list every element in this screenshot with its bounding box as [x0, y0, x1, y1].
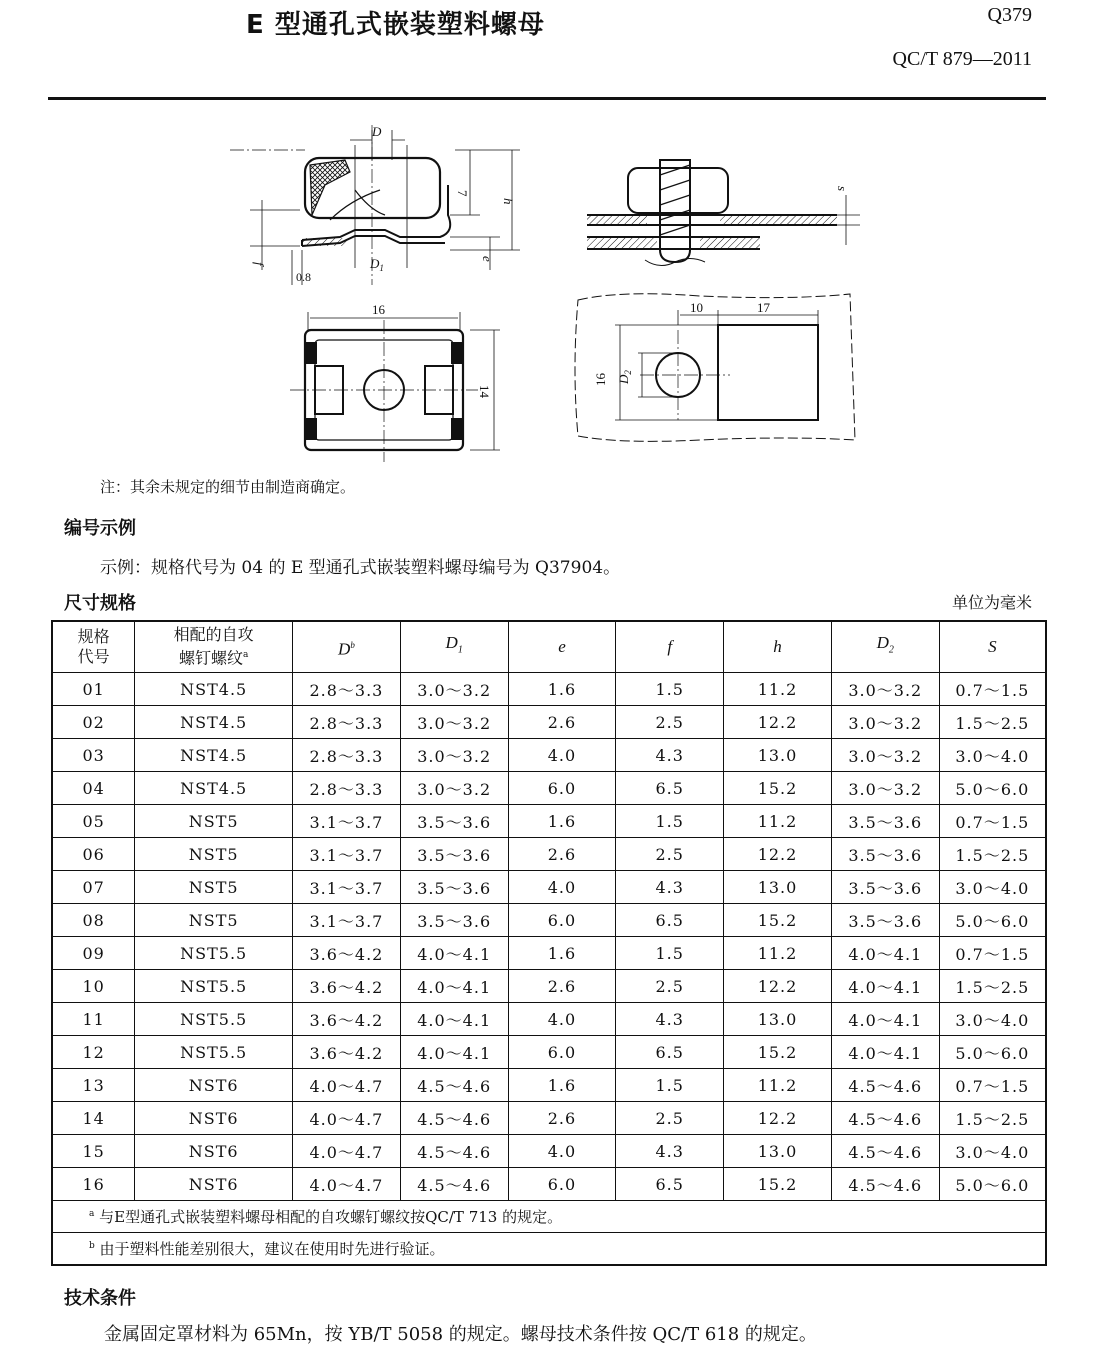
cell-D: 3.1～3.7: [293, 871, 401, 904]
cell-D: 2.8～3.3: [293, 706, 401, 739]
cell-h: 15.2: [724, 904, 832, 937]
header-f: f: [616, 621, 724, 673]
cell-f: 2.5: [616, 1102, 724, 1135]
table-row: [52, 1003, 1046, 1036]
cell-code: 13: [52, 1069, 135, 1102]
cell-D: 3.6～4.2: [293, 937, 401, 970]
table-row: [52, 673, 1046, 706]
cell-D: 4.0～4.7: [293, 1069, 401, 1102]
cell-D1: 4.5～4.6: [400, 1135, 508, 1168]
cell-D: 3.6～4.2: [293, 1036, 401, 1069]
cell-D: 3.6～4.2: [293, 970, 401, 1003]
cell-D1: 3.5～3.6: [400, 904, 508, 937]
cell-S: 0.7～1.5: [939, 673, 1046, 706]
cell-D: 4.0～4.7: [293, 1135, 401, 1168]
cell-thread: NST6: [135, 1168, 293, 1201]
cell-f: 4.3: [616, 871, 724, 904]
page-title: E 型通孔式嵌装塑料螺母: [246, 10, 545, 40]
cell-D: 3.6～4.2: [293, 1003, 401, 1036]
cell-h: 11.2: [724, 1069, 832, 1102]
panel-cutout-drawing: [575, 294, 855, 442]
cell-S: 3.0～4.0: [939, 871, 1046, 904]
header-D: $D^b$: [293, 621, 401, 673]
dimensions-table: [51, 620, 1047, 1266]
cell-h: 12.2: [724, 706, 832, 739]
cell-D: 4.0～4.7: [293, 1102, 401, 1135]
cell-code: 01: [52, 673, 135, 706]
cell-f: 1.5: [616, 937, 724, 970]
cell-e: 1.6: [508, 673, 616, 706]
cell-D2: 4.0～4.1: [831, 937, 939, 970]
cell-e: 4.0: [508, 739, 616, 772]
cell-f: 6.5: [616, 1036, 724, 1069]
dim-label-0-8: 0.8: [296, 270, 311, 284]
header-S: S: [939, 621, 1046, 673]
cell-e: 4.0: [508, 1135, 616, 1168]
cell-code: 04: [52, 772, 135, 805]
cell-thread: NST5: [135, 904, 293, 937]
cell-D1: 4.0～4.1: [400, 970, 508, 1003]
cell-e: 1.6: [508, 1069, 616, 1102]
cell-D2: 4.5～4.6: [831, 1135, 939, 1168]
cell-D: 2.8～3.3: [293, 739, 401, 772]
figure-note: 注：其余未规定的细节由制造商确定。: [100, 478, 356, 496]
dim-label-17: 17: [757, 300, 770, 315]
cell-D1: 4.5～4.6: [400, 1102, 508, 1135]
cell-D1: 3.0～3.2: [400, 673, 508, 706]
technical-heading: 技术条件: [64, 1288, 136, 1309]
cell-e: 6.0: [508, 772, 616, 805]
cell-code: 06: [52, 838, 135, 871]
cell-D2: 3.0～3.2: [831, 706, 939, 739]
cell-code: 12: [52, 1036, 135, 1069]
header-h: h: [724, 621, 832, 673]
table-row: [52, 1168, 1046, 1201]
cell-thread: NST6: [135, 1102, 293, 1135]
cell-h: 15.2: [724, 1168, 832, 1201]
cell-D1: 4.0～4.1: [400, 937, 508, 970]
cell-f: 2.5: [616, 970, 724, 1003]
table-row: [52, 739, 1046, 772]
table-row: [52, 1102, 1046, 1135]
cell-D1: 3.0～3.2: [400, 706, 508, 739]
standard-number: QC/T 879—2011: [892, 48, 1032, 70]
standard-code: Q379: [987, 4, 1032, 26]
cell-f: 6.5: [616, 1168, 724, 1201]
cell-code: 16: [52, 1168, 135, 1201]
top-view-drawing: [290, 312, 500, 462]
cell-e: 6.0: [508, 1036, 616, 1069]
table-row: [52, 1069, 1046, 1102]
cell-D2: 4.0～4.1: [831, 1036, 939, 1069]
cell-e: 1.6: [508, 937, 616, 970]
cell-thread: NST5: [135, 805, 293, 838]
table-header-row: [52, 621, 1046, 673]
cell-h: 11.2: [724, 937, 832, 970]
cell-thread: NST5: [135, 871, 293, 904]
cell-D1: 4.5～4.6: [400, 1168, 508, 1201]
cell-f: 2.5: [616, 838, 724, 871]
cell-thread: NST4.5: [135, 706, 293, 739]
cell-S: 3.0～4.0: [939, 1135, 1046, 1168]
table-row: [52, 1135, 1046, 1168]
cell-f: 4.3: [616, 1003, 724, 1036]
cell-thread: NST6: [135, 1069, 293, 1102]
cell-thread: NST5.5: [135, 937, 293, 970]
cell-S: 1.5～2.5: [939, 1102, 1046, 1135]
cell-h: 15.2: [724, 1036, 832, 1069]
designation-heading: 编号示例: [64, 518, 136, 539]
footnote-b-mark: b: [89, 1241, 95, 1251]
cell-D2: 4.5～4.6: [831, 1102, 939, 1135]
cell-D2: 3.5～3.6: [831, 871, 939, 904]
cell-D: 3.1～3.7: [293, 805, 401, 838]
cell-e: 2.6: [508, 970, 616, 1003]
cell-h: 15.2: [724, 772, 832, 805]
cell-code: 10: [52, 970, 135, 1003]
table-row: [52, 937, 1046, 970]
dim-label-10: 10: [690, 300, 703, 315]
cell-D1: 4.5～4.6: [400, 1069, 508, 1102]
installed-view-drawing: [587, 160, 860, 266]
footnote-a: 与E型通孔式嵌装塑料螺母相配的自攻螺钉螺纹按QC/T 713 的规定。: [99, 1208, 563, 1226]
cell-D: 4.0～4.7: [293, 1168, 401, 1201]
dim-label-16: 16: [372, 302, 385, 317]
cell-D: 3.1～3.7: [293, 904, 401, 937]
cell-e: 2.6: [508, 1102, 616, 1135]
header-D2: $D_2$: [831, 621, 939, 673]
dim-label-e: e: [480, 256, 495, 262]
cell-thread: NST5: [135, 838, 293, 871]
footnote-row: [52, 1201, 1046, 1233]
dim-label-s: s: [835, 186, 850, 192]
cell-e: 4.0: [508, 1003, 616, 1036]
cell-thread: NST5.5: [135, 970, 293, 1003]
cell-h: 13.0: [724, 1135, 832, 1168]
cell-e: 2.6: [508, 838, 616, 871]
cell-f: 4.3: [616, 1135, 724, 1168]
cell-f: 6.5: [616, 904, 724, 937]
cell-h: 12.2: [724, 1102, 832, 1135]
cell-thread: NST6: [135, 1135, 293, 1168]
table-row: [52, 1036, 1046, 1069]
cell-h: 11.2: [724, 805, 832, 838]
cell-D: 3.1～3.7: [293, 838, 401, 871]
cell-h: 12.2: [724, 838, 832, 871]
cell-D1: 3.5～3.6: [400, 838, 508, 871]
cell-D2: 4.0～4.1: [831, 1003, 939, 1036]
cell-e: 2.6: [508, 706, 616, 739]
cell-thread: NST4.5: [135, 673, 293, 706]
cell-D2: 3.0～3.2: [831, 673, 939, 706]
cell-h: 12.2: [724, 970, 832, 1003]
cell-thread: NST5.5: [135, 1003, 293, 1036]
cell-D2: 3.5～3.6: [831, 838, 939, 871]
cell-e: 1.6: [508, 805, 616, 838]
cell-code: 03: [52, 739, 135, 772]
cell-S: 5.0～6.0: [939, 1036, 1046, 1069]
technical-text: 金属固定罩材料为 65Mn，按 YB/T 5058 的规定。螺母技术条件按 QC/T 618 的规定。: [104, 1324, 817, 1345]
table-row: [52, 805, 1046, 838]
table-row: [52, 904, 1046, 937]
cell-f: 1.5: [616, 1069, 724, 1102]
cell-h: 11.2: [724, 673, 832, 706]
footnote-b: 由于塑料性能差别很大，建议在使用时先进行验证。: [99, 1240, 445, 1258]
dim-label-D1: $D_1$: [370, 256, 384, 273]
cell-D1: 3.0～3.2: [400, 772, 508, 805]
cell-D2: 4.5～4.6: [831, 1168, 939, 1201]
cell-D2: 3.5～3.6: [831, 904, 939, 937]
cell-code: 05: [52, 805, 135, 838]
cell-D1: 4.0～4.1: [400, 1003, 508, 1036]
dim-label-7: 7: [455, 190, 470, 197]
cell-D: 2.8～3.3: [293, 673, 401, 706]
footnote-a-mark: a: [89, 1209, 95, 1219]
cell-D2: 3.0～3.2: [831, 739, 939, 772]
cell-code: 11: [52, 1003, 135, 1036]
cell-S: 1.5～2.5: [939, 838, 1046, 871]
cell-thread: NST5.5: [135, 1036, 293, 1069]
cell-thread: NST4.5: [135, 739, 293, 772]
table-row: [52, 871, 1046, 904]
cell-S: 1.5～2.5: [939, 970, 1046, 1003]
dim-label-14: 14: [477, 385, 492, 398]
unit-note: 单位为毫米: [951, 593, 1032, 612]
dim-label-D: D: [372, 124, 382, 139]
dim-label-f: f: [252, 262, 267, 266]
header-rule: [48, 97, 1046, 100]
dim-label-h: h: [501, 198, 516, 205]
cell-f: 6.5: [616, 772, 724, 805]
cell-e: 4.0: [508, 871, 616, 904]
designation-example: 示例：规格代号为 04 的 E 型通孔式嵌装塑料螺母编号为 Q37904。: [100, 558, 621, 578]
cell-D2: 4.0～4.1: [831, 970, 939, 1003]
cell-S: 0.7～1.5: [939, 1069, 1046, 1102]
cell-D2: 4.5～4.6: [831, 1069, 939, 1102]
cell-e: 6.0: [508, 1168, 616, 1201]
cell-code: 07: [52, 871, 135, 904]
footnote-row: [52, 1233, 1046, 1266]
cell-D: 2.8～3.3: [293, 772, 401, 805]
cell-f: 1.5: [616, 805, 724, 838]
cell-S: 5.0～6.0: [939, 1168, 1046, 1201]
cell-h: 13.0: [724, 871, 832, 904]
table-row: [52, 970, 1046, 1003]
cell-code: 08: [52, 904, 135, 937]
cell-D2: 3.0～3.2: [831, 772, 939, 805]
cell-code: 14: [52, 1102, 135, 1135]
dim-label-D2: $D_2$: [616, 370, 633, 384]
table-row: [52, 772, 1046, 805]
cell-e: 6.0: [508, 904, 616, 937]
cell-h: 13.0: [724, 739, 832, 772]
cell-S: 5.0～6.0: [939, 904, 1046, 937]
cell-f: 4.3: [616, 739, 724, 772]
table-row: [52, 838, 1046, 871]
header-thread: 相配的自攻 螺钉螺纹$^a$: [135, 621, 293, 673]
cell-f: 2.5: [616, 706, 724, 739]
cell-D1: 3.5～3.6: [400, 871, 508, 904]
cell-S: 3.0～4.0: [939, 739, 1046, 772]
header-e: e: [508, 621, 616, 673]
table-row: [52, 706, 1046, 739]
cell-thread: NST4.5: [135, 772, 293, 805]
cell-S: 1.5～2.5: [939, 706, 1046, 739]
header-D1: $D_1$: [400, 621, 508, 673]
cell-S: 3.0～4.0: [939, 1003, 1046, 1036]
cell-S: 0.7～1.5: [939, 937, 1046, 970]
cell-D2: 3.5～3.6: [831, 805, 939, 838]
cell-S: 5.0～6.0: [939, 772, 1046, 805]
dim-label-16b: 16: [593, 373, 608, 386]
header-code: 规格 代号: [52, 621, 135, 673]
dimensions-heading: 尺寸规格: [64, 593, 136, 614]
cell-S: 0.7～1.5: [939, 805, 1046, 838]
cell-code: 02: [52, 706, 135, 739]
cell-D1: 3.5～3.6: [400, 805, 508, 838]
nut-technical-drawing: [0, 110, 1100, 470]
cell-f: 1.5: [616, 673, 724, 706]
cell-code: 15: [52, 1135, 135, 1168]
cell-h: 13.0: [724, 1003, 832, 1036]
cell-D1: 3.0～3.2: [400, 739, 508, 772]
cell-code: 09: [52, 937, 135, 970]
cell-D1: 4.0～4.1: [400, 1036, 508, 1069]
